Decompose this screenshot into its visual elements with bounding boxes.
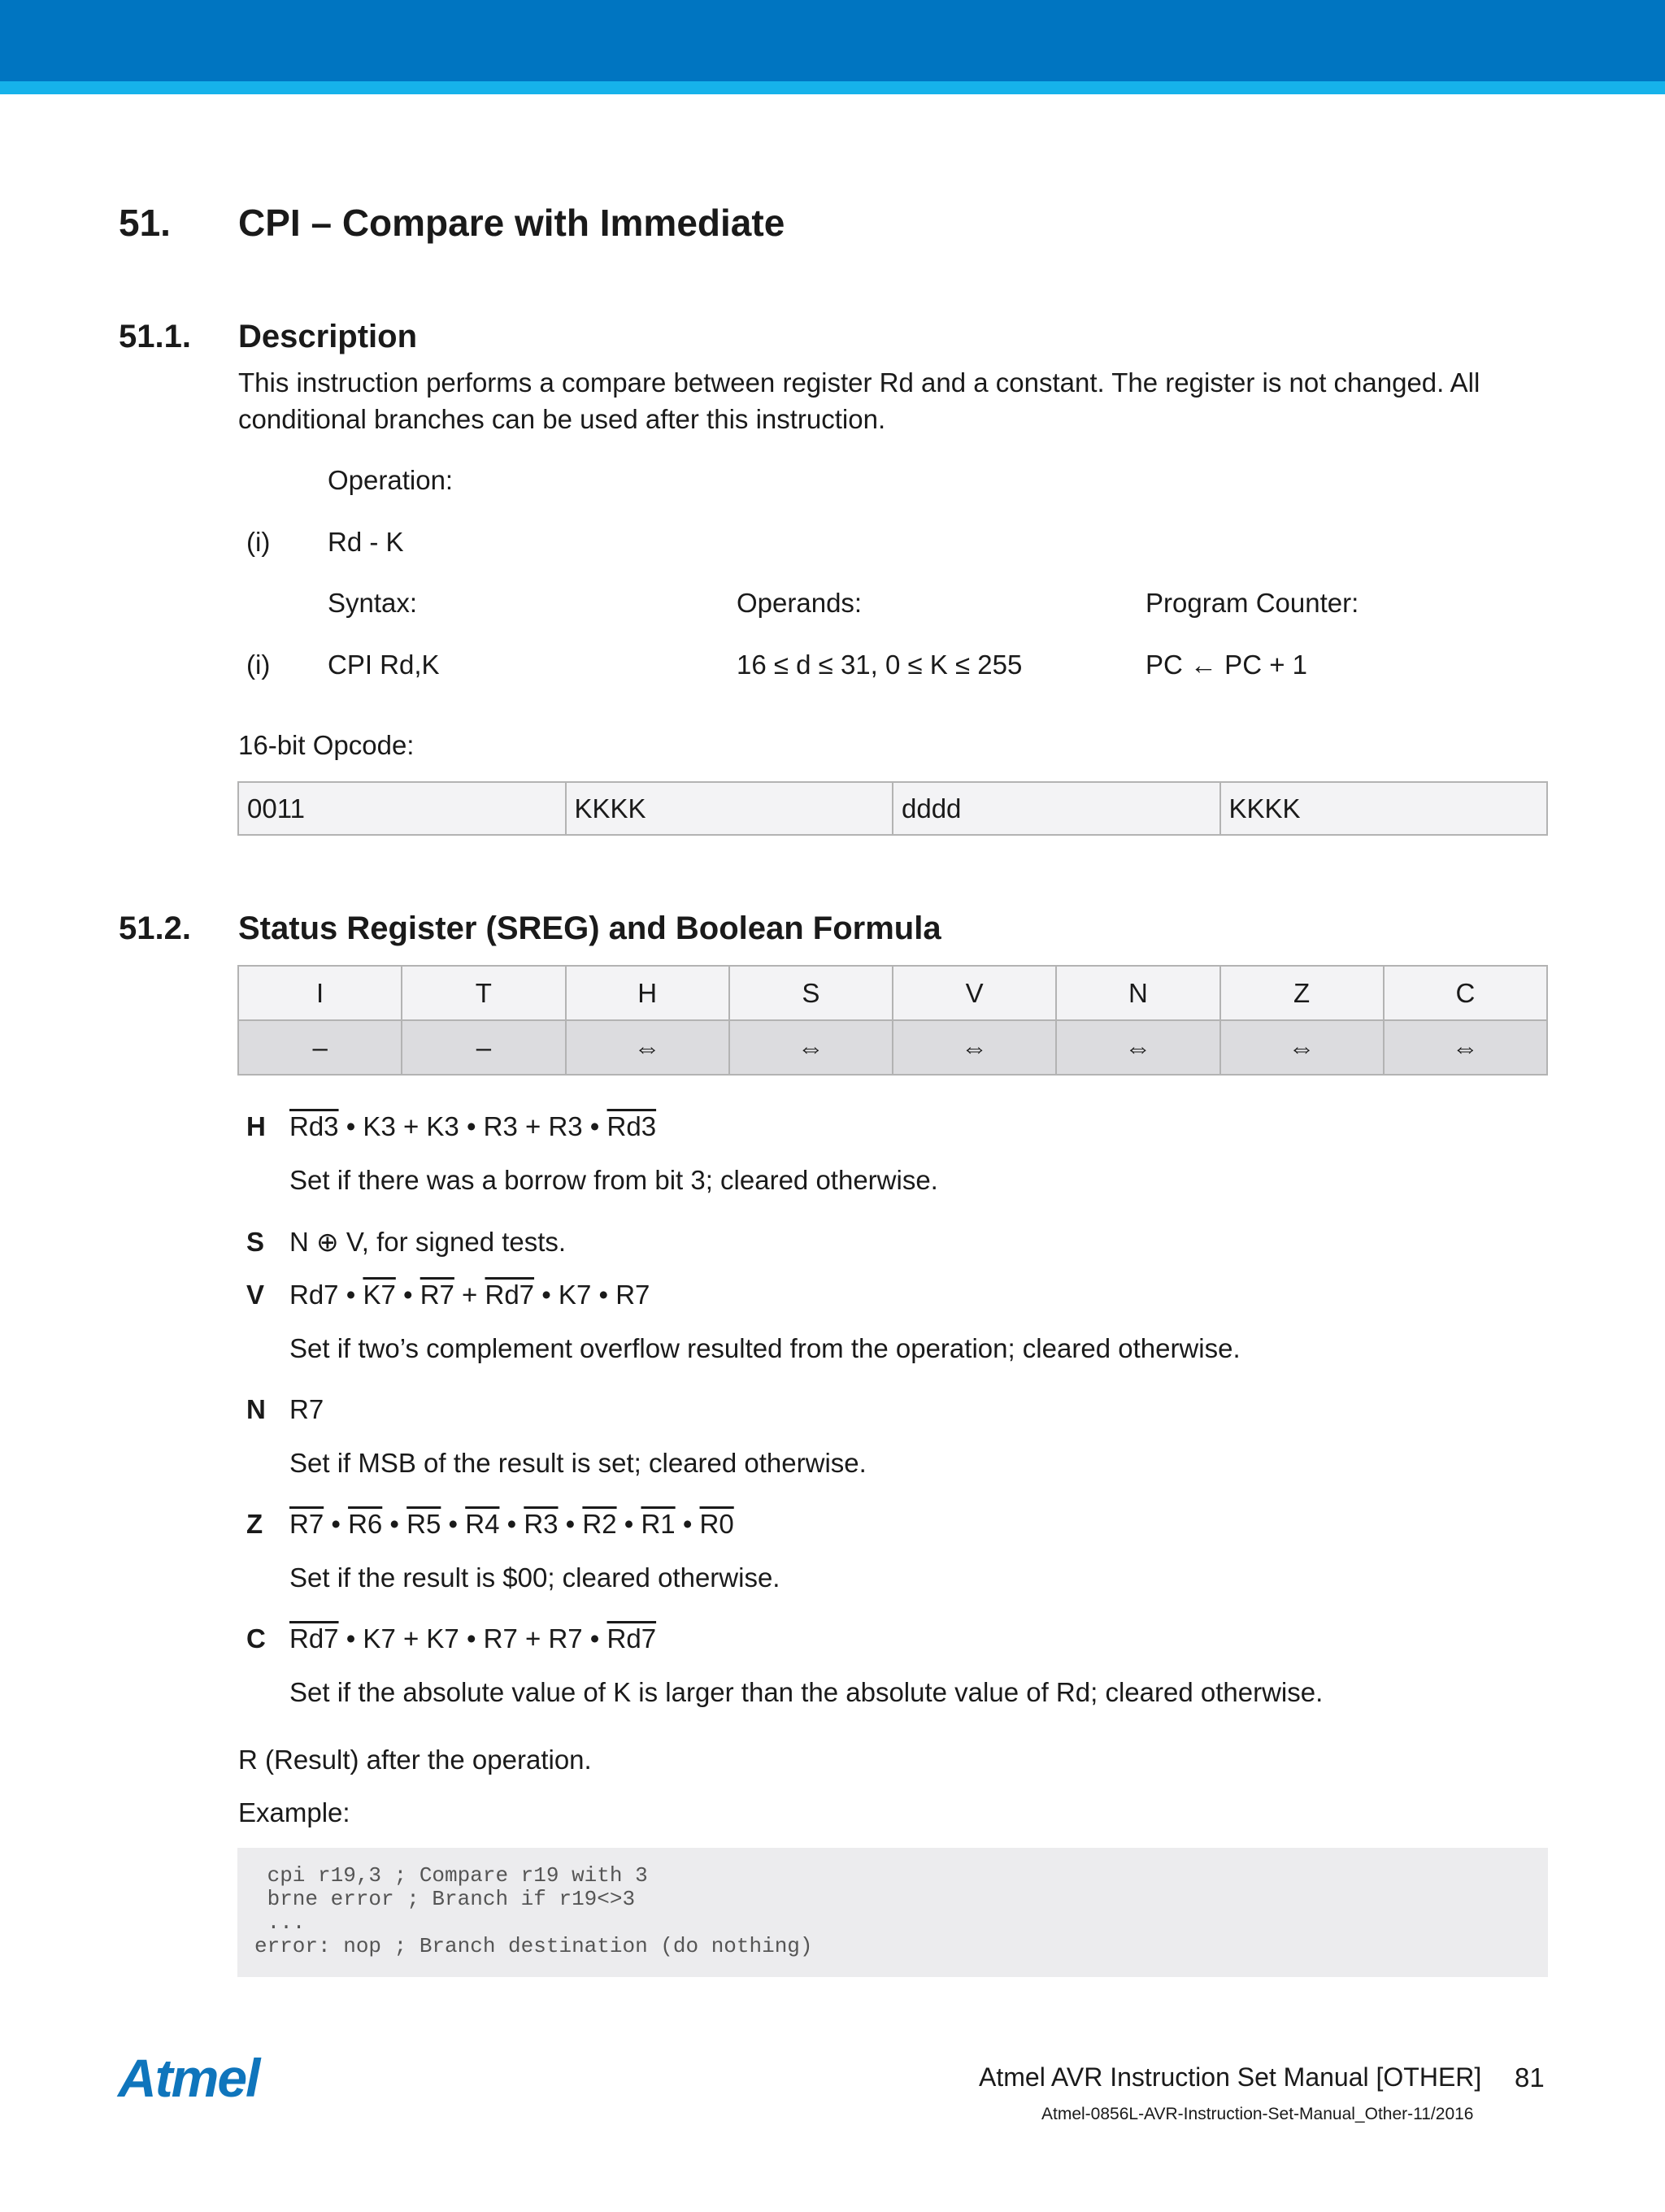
- sreg-flag-value: ⇔: [566, 1020, 729, 1075]
- section-number: 51.: [119, 202, 171, 244]
- sreg-flag-header: S: [729, 966, 893, 1020]
- sreg-flag-header: N: [1056, 966, 1219, 1020]
- flag-n-formula: R7: [289, 1394, 324, 1424]
- flag-v-letter: V: [246, 1280, 265, 1310]
- sreg-flag-value: –: [402, 1020, 565, 1075]
- sreg-flag-value: –: [238, 1020, 402, 1075]
- opcode-table: [237, 781, 1548, 836]
- result-note: R (Result) after the operation.: [238, 1745, 592, 1775]
- flag-c-description: Set if the absolute value of K is larger than the absolute value of Rd; cleared otherwise.: [289, 1677, 1324, 1707]
- sreg-flag-value: ⇔: [729, 1020, 893, 1075]
- sreg-table: [237, 965, 1548, 1076]
- code-line: brne error ; Branch if r19<>3: [254, 1887, 636, 1911]
- flag-h-formula: Rd3 • K3 + K3 • R3 + R3 • Rd3: [289, 1111, 657, 1141]
- flag-s-formula: N ⊕ V, for signed tests.: [289, 1227, 567, 1257]
- sreg-heading: Status Register (SREG) and Boolean Formula: [238, 910, 941, 946]
- operands-label: Operands:: [737, 588, 863, 618]
- code-line: error: nop ; Branch destination (do nothing): [254, 1934, 813, 1958]
- flag-z-description: Set if the result is $00; cleared otherwise.: [289, 1562, 780, 1593]
- flag-v-description: Set if two’s complement overflow resulted from the operation; cleared otherwise.: [289, 1333, 1241, 1363]
- sreg-flag-value: ⇔: [1384, 1020, 1547, 1075]
- flag-c-letter: C: [246, 1623, 266, 1654]
- header-accent-stripe: [0, 81, 1665, 94]
- syntax-value: CPI Rd,K: [328, 650, 440, 680]
- program-counter-label: Program Counter:: [1146, 588, 1359, 618]
- code-line: cpi r19,3 ; Compare r19 with 3: [254, 1863, 648, 1888]
- flag-c-formula: Rd7 • K7 + K7 • R7 + R7 • Rd7: [289, 1623, 657, 1654]
- footer-title: Atmel AVR Instruction Set Manual [OTHER]: [979, 2062, 1482, 2092]
- footer-doc-id: Atmel-0856L-AVR-Instruction-Set-Manual_Other-11/2016: [1041, 2105, 1474, 2123]
- program-counter-value: PC ← PC + 1: [1146, 650, 1307, 680]
- opcode-cell: KKKK: [1220, 782, 1548, 835]
- operation-index: (i): [246, 527, 271, 557]
- sreg-flag-header: H: [566, 966, 729, 1020]
- operation-formula: Rd - K: [328, 527, 404, 557]
- flag-n-description: Set if MSB of the result is set; cleared otherwise.: [289, 1448, 867, 1478]
- flag-h-letter: H: [246, 1111, 266, 1141]
- sreg-number: 51.2.: [119, 910, 191, 946]
- sreg-flag-header: I: [238, 966, 402, 1020]
- sreg-flag-header: V: [893, 966, 1056, 1020]
- flag-s-letter: S: [246, 1227, 265, 1257]
- description-text: This instruction performs a compare between register Rd and a constant. The register is not changed. All conditional branches can be used after this instruction.: [238, 367, 1480, 434]
- syntax-label: Syntax:: [328, 588, 418, 618]
- syntax-index: (i): [246, 650, 271, 680]
- sreg-flag-value: ⇔: [1056, 1020, 1219, 1075]
- opcode-label: 16-bit Opcode:: [238, 730, 415, 760]
- flag-z-formula: R7 • R6 • R5 • R4 • R3 • R2 • R1 • R0: [289, 1509, 734, 1539]
- opcode-cell: KKKK: [566, 782, 893, 835]
- flag-h-description: Set if there was a borrow from bit 3; cleared otherwise.: [289, 1165, 938, 1195]
- sreg-flag-value: ⇔: [1220, 1020, 1384, 1075]
- description-number: 51.1.: [119, 319, 191, 354]
- sreg-flag-header: Z: [1220, 966, 1384, 1020]
- sreg-flag-header: C: [1384, 966, 1547, 1020]
- page-number: 81: [1515, 2062, 1545, 2092]
- opcode-cell: dddd: [893, 782, 1220, 835]
- code-example: [237, 1848, 1548, 1977]
- example-label: Example:: [238, 1797, 350, 1827]
- opcode-cell: 0011: [238, 782, 566, 835]
- code-line: ...: [254, 1910, 306, 1935]
- sreg-flag-header: T: [402, 966, 565, 1020]
- operands-value: 16 ≤ d ≤ 31, 0 ≤ K ≤ 255: [737, 650, 1023, 680]
- section-title: CPI – Compare with Immediate: [238, 202, 785, 244]
- operation-label: Operation:: [328, 465, 454, 495]
- flag-z-letter: Z: [246, 1509, 263, 1539]
- header-bar: [0, 0, 1665, 81]
- sreg-flag-value: ⇔: [893, 1020, 1056, 1075]
- flag-n-letter: N: [246, 1394, 266, 1424]
- atmel-logo: Atmel: [118, 2048, 259, 2108]
- flag-v-formula: Rd7 • K7 • R7 + Rd7 • K7 • R7: [289, 1280, 650, 1310]
- description-heading: Description: [238, 319, 418, 354]
